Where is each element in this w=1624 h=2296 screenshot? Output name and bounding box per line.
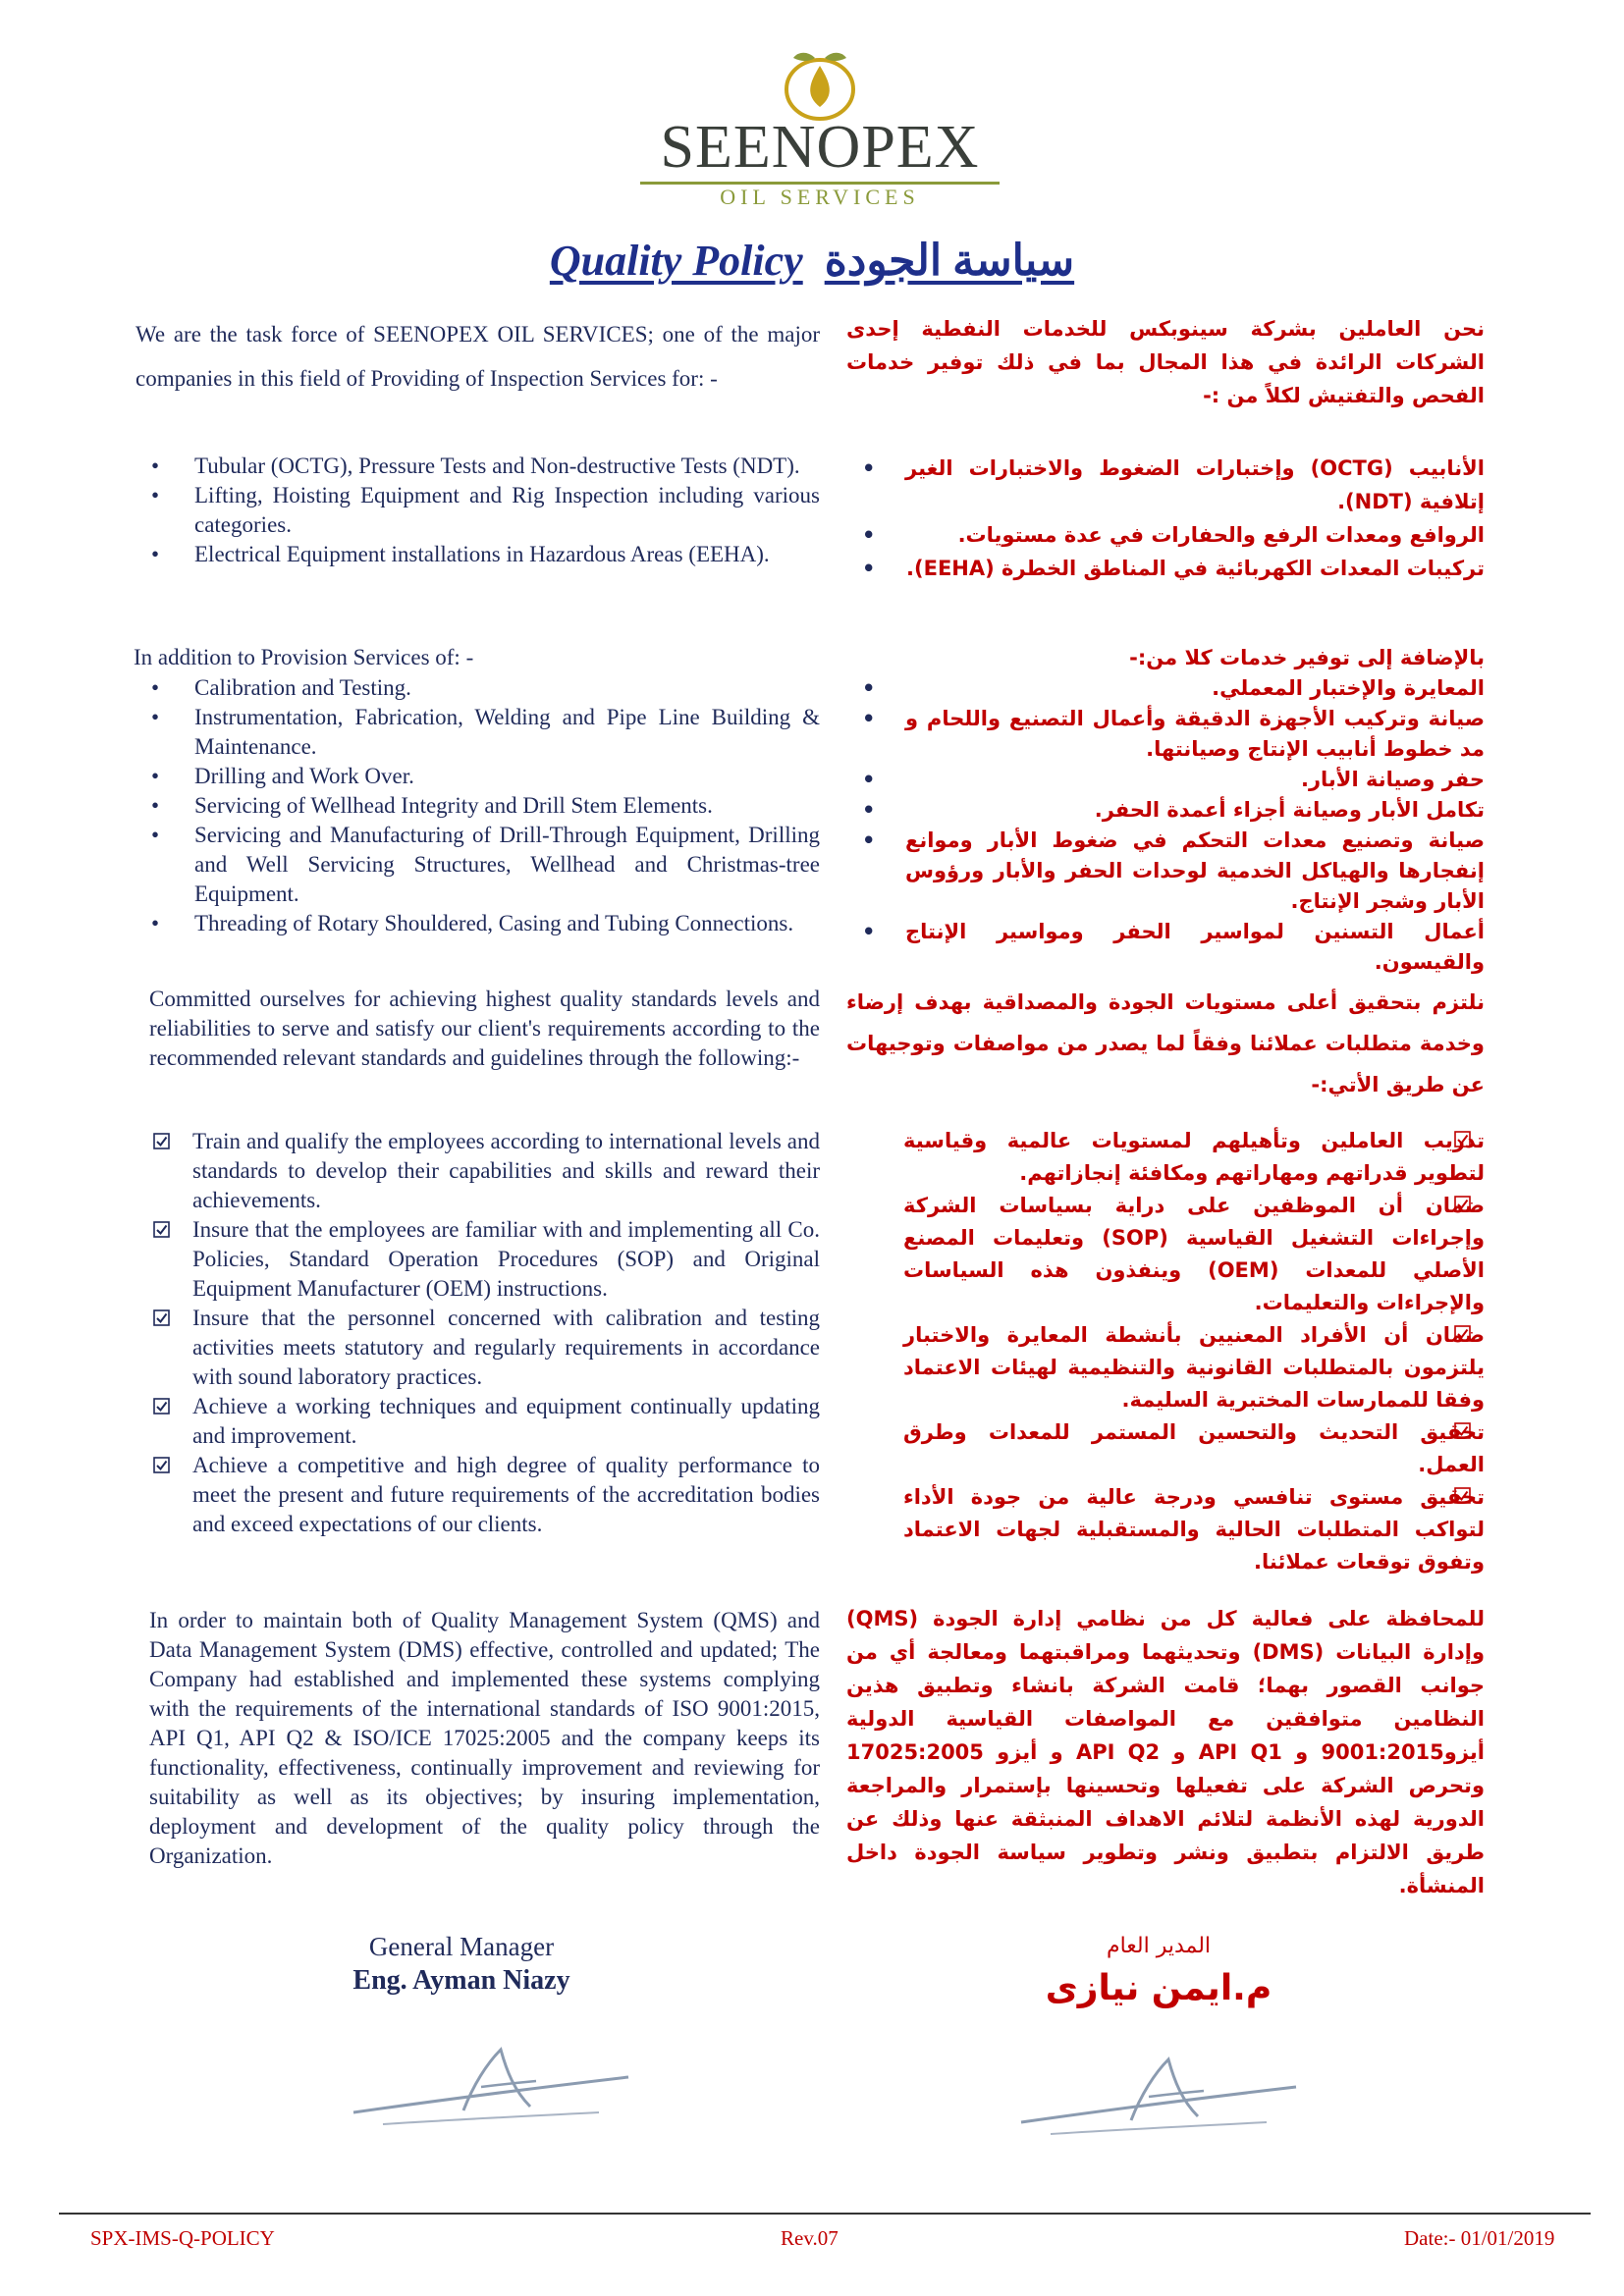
ar-provision-intro: بالإضافة إلى توفير خدمات كلا من:- <box>1129 646 1485 669</box>
document-date: Date:- 01/01/2019 <box>1404 2226 1555 2250</box>
page-title <box>0 236 1624 286</box>
company-logo <box>628 44 1011 211</box>
checkbox-checked-icon <box>1454 1422 1471 1439</box>
signature-english <box>344 2042 638 2130</box>
list-item: • Instrumentation, Fabrication, Welding and Pipe Line Building & Maintenance. <box>135 703 820 762</box>
checkbox-checked-icon <box>153 1309 170 1326</box>
oil-drop-logo-icon <box>776 44 864 121</box>
check-item-text: تحقيق مستوى تنافسي ودرجة عالية من جودة الأداء لتواكب المتطلبات الحالية والمستقبلية لجهات الاعتماد وتفوق توقعات عملائنا. <box>903 1485 1485 1574</box>
signature-arabic <box>1011 2052 1306 2140</box>
title-arabic: سياسة الجودة <box>824 237 1075 285</box>
check-item-text: ضمان أن الأفراد المعنيين بأنشطة المعايرة والاختبار يلتزمون بالمتطلبات القانونية والتنظيمية لهيئات الاعتماد وفقا للممارسات المختبرية السليمة. <box>903 1323 1485 1412</box>
check-item-text: Insure that the personnel concerned with calibration and testing activities meets statutory and regularly requirements in accordance with sound laboratory practices. <box>192 1306 820 1389</box>
ar-commitment: نلتزم بتحقيق أعلى مستويات الجودة والمصداقية بهدف إرضاء وخدمة متطلبات عملائنا وفقاً لما يصدر من مواصفات وتوجيهات عن طريق الأتي:- <box>846 990 1485 1096</box>
logo-wordmark: SEENOPEX <box>660 114 980 181</box>
list-item: • Drilling and Work Over. <box>135 762 820 791</box>
document-code: SPX-IMS-Q-POLICY <box>90 2226 275 2250</box>
list-item <box>846 1125 1485 1190</box>
check-item-text: تدريب العاملين وتأهيلهم لمستويات عالمية وقياسية لتطوير قدراتهم ومهاراتهم ومكافئة إنجازاتهم. <box>903 1129 1485 1185</box>
signatory-name: Eng. Ayman Niazy <box>352 1965 570 1996</box>
list-item <box>846 1190 1485 1319</box>
ar-intro: نحن العاملين بشركة سينوبكس للخدمات النفطية إحدى الشركات الرائدة في هذا المجال بما في ذلك توفير خدمات الفحص والتفتيش لكلاً من :- <box>846 317 1485 407</box>
list-item: • الروافع ومعدات الرفع والحفارات في عدة مستويات. <box>846 518 1485 552</box>
list-item <box>846 1481 1485 1578</box>
list-item: • Calibration and Testing. <box>135 673 820 703</box>
logo-subtitle: OIL SERVICES <box>720 185 920 209</box>
list-item <box>846 1416 1485 1481</box>
list-item <box>846 1319 1485 1416</box>
list-item: • تكامل الأبار وصيانة أجزاء أعمدة الحفر. <box>846 795 1485 826</box>
checkbox-checked-icon <box>1454 1325 1471 1342</box>
list-item: • تركيبات المعدات الكهربائية في المناطق الخطرة (EEHA). <box>846 552 1485 585</box>
list-item: • Servicing and Manufacturing of Drill-Through Equipment, Drilling and Well Servicing Structures, Wellhead and Christmas-tree Equipment. <box>135 821 820 909</box>
signatory-title: General Manager <box>368 1932 555 1961</box>
check-item-text: Achieve a working techniques and equipment continually updating and improvement. <box>192 1394 820 1448</box>
check-item-text: Train and qualify the employees according to international levels and standards to develop their capabilities and skills and reward their achievements. <box>192 1129 820 1212</box>
list-item: • صيانة وتصنيع معدات التحكم في ضغوط الأبار وموانع إنفجارها والهياكل الخدمية لوحدات الحفر والأبار ورؤوس الأبار وشجر الإنتاج. <box>846 826 1485 917</box>
list-item <box>135 1451 820 1539</box>
list-item: • المعايرة والإختبار المعملي. <box>846 673 1485 704</box>
list-item <box>135 1304 820 1392</box>
checkbox-checked-icon <box>153 1221 170 1238</box>
list-item: • Electrical Equipment installations in Hazardous Areas (EEHA). <box>135 540 820 569</box>
check-item-text: ضمان أن الموظفين على دراية بسياسات الشركة وإجراءات التشغيل القياسية (SOP) وتعليمات المصنع الأصلي للمعدات (OEM) وينفذون هذه السياسات والإجراءات والتعليمات. <box>903 1194 1485 1314</box>
list-item: • صيانة وتركيب الأجهزة الدقيقة وأعمال التصنيع واللحام و مد خطوط أنابيب الإنتاج وصيانتها. <box>846 704 1485 765</box>
ar-provisions-list <box>846 673 1485 978</box>
ar-closing: للمحافظة على فعالية كل من نظامي إدارة الجودة (QMS) وإدارة البيانات (DMS) وتحديثهما ومراقبتهما ومعالجة أي من جوانب القصور بهما؛ قامت الشركة بانشاء وتطبيق هذين النظامين متوافقين مع المواصفات القياسية الدولية أيزو9001:2015 و API Q1 و API Q2 و أيزو 17025:2005 وتحرص الشركة على تفعيلها وتحسينها بإستمرار والمراجعة الدورية لهذه الأنظمة لتلائم الاهداف المنبثقة عنها وذلك عن طريق الالتزام بتطبيق ونشر وتطوير سياسة الجودة داخل المنشأة. <box>846 1607 1485 1897</box>
check-item-text: تحقيق التحديث والتحسين المستمر للمعدات وطرق العمل. <box>903 1420 1485 1476</box>
list-item: • Threading of Rotary Shouldered, Casing and Tubing Connections. <box>135 909 820 938</box>
checkbox-checked-icon <box>153 1457 170 1473</box>
list-item <box>135 1392 820 1451</box>
en-provisions-list <box>135 673 820 938</box>
signatory-name-arabic: م.ايمن نيازى <box>1045 1968 1272 2008</box>
en-commitment: Committed ourselves for achieving highest quality standards levels and reliabilities to serve and satisfy our client's requirements according to the recommended relevant standards and guidelines through the following:- <box>149 987 820 1070</box>
en-checklist <box>135 1127 820 1539</box>
check-item-text: Insure that the employees are familiar with and implementing all Co. Policies, Standard Operation Procedures (SOP) and Original Equipment Manufacturer (OEM) instructions. <box>192 1217 820 1301</box>
checkbox-checked-icon <box>1454 1487 1471 1504</box>
check-item-text: Achieve a competitive and high degree of quality performance to meet the present and future requirements of the accreditation bodies and exceed expectations of our clients. <box>192 1453 820 1536</box>
ar-services-list <box>846 452 1485 585</box>
en-services-list <box>135 452 820 569</box>
signatory-title-arabic: المدير العام <box>1106 1934 1212 1958</box>
list-item: • Lifting, Hoisting Equipment and Rig Inspection including various categories. <box>135 481 820 540</box>
revision-number: Rev.07 <box>781 2226 839 2250</box>
en-closing: In order to maintain both of Quality Management System (QMS) and Data Management System (DMS) effective, controlled and updated; The Company had established and implemented these systems complying with the requirements of the international standards of ISO 9001:2015, API Q1, API Q2 & ISO/ICE 17025:2005 and the company keeps its functionality, effectiveness, continually improvement and reviewing for suitability as well as its objectives; by insuring implementation, deployment and development of the quality policy through the Organization. <box>149 1608 820 1868</box>
list-item: • الأنابيب (OCTG) وإختبارات الضغوط والاختبارات الغير إتلافية (NDT). <box>846 452 1485 518</box>
en-intro: We are the task force of SEENOPEX OIL SERVICES; one of the major companies in this field of Providing of Inspection Services for: - <box>135 322 820 391</box>
checkbox-checked-icon <box>1454 1131 1471 1148</box>
list-item <box>135 1127 820 1215</box>
ar-checklist <box>846 1125 1485 1578</box>
list-item: • أعمال التسنين لمواسير الحفر ومواسير الإنتاج والقيسون. <box>846 917 1485 978</box>
checkbox-checked-icon <box>153 1398 170 1415</box>
title-english: Quality Policy <box>549 237 803 285</box>
checkbox-checked-icon <box>1454 1196 1471 1212</box>
footer-divider <box>59 2213 1591 2215</box>
list-item: • Servicing of Wellhead Integrity and Drill Stem Elements. <box>135 791 820 821</box>
list-item: • Tubular (OCTG), Pressure Tests and Non-destructive Tests (NDT). <box>135 452 820 481</box>
checkbox-checked-icon <box>153 1133 170 1149</box>
list-item <box>135 1215 820 1304</box>
list-item: • حفر وصيانة الأبار. <box>846 765 1485 795</box>
en-provision-intro: In addition to Provision Services of: - <box>134 645 474 669</box>
